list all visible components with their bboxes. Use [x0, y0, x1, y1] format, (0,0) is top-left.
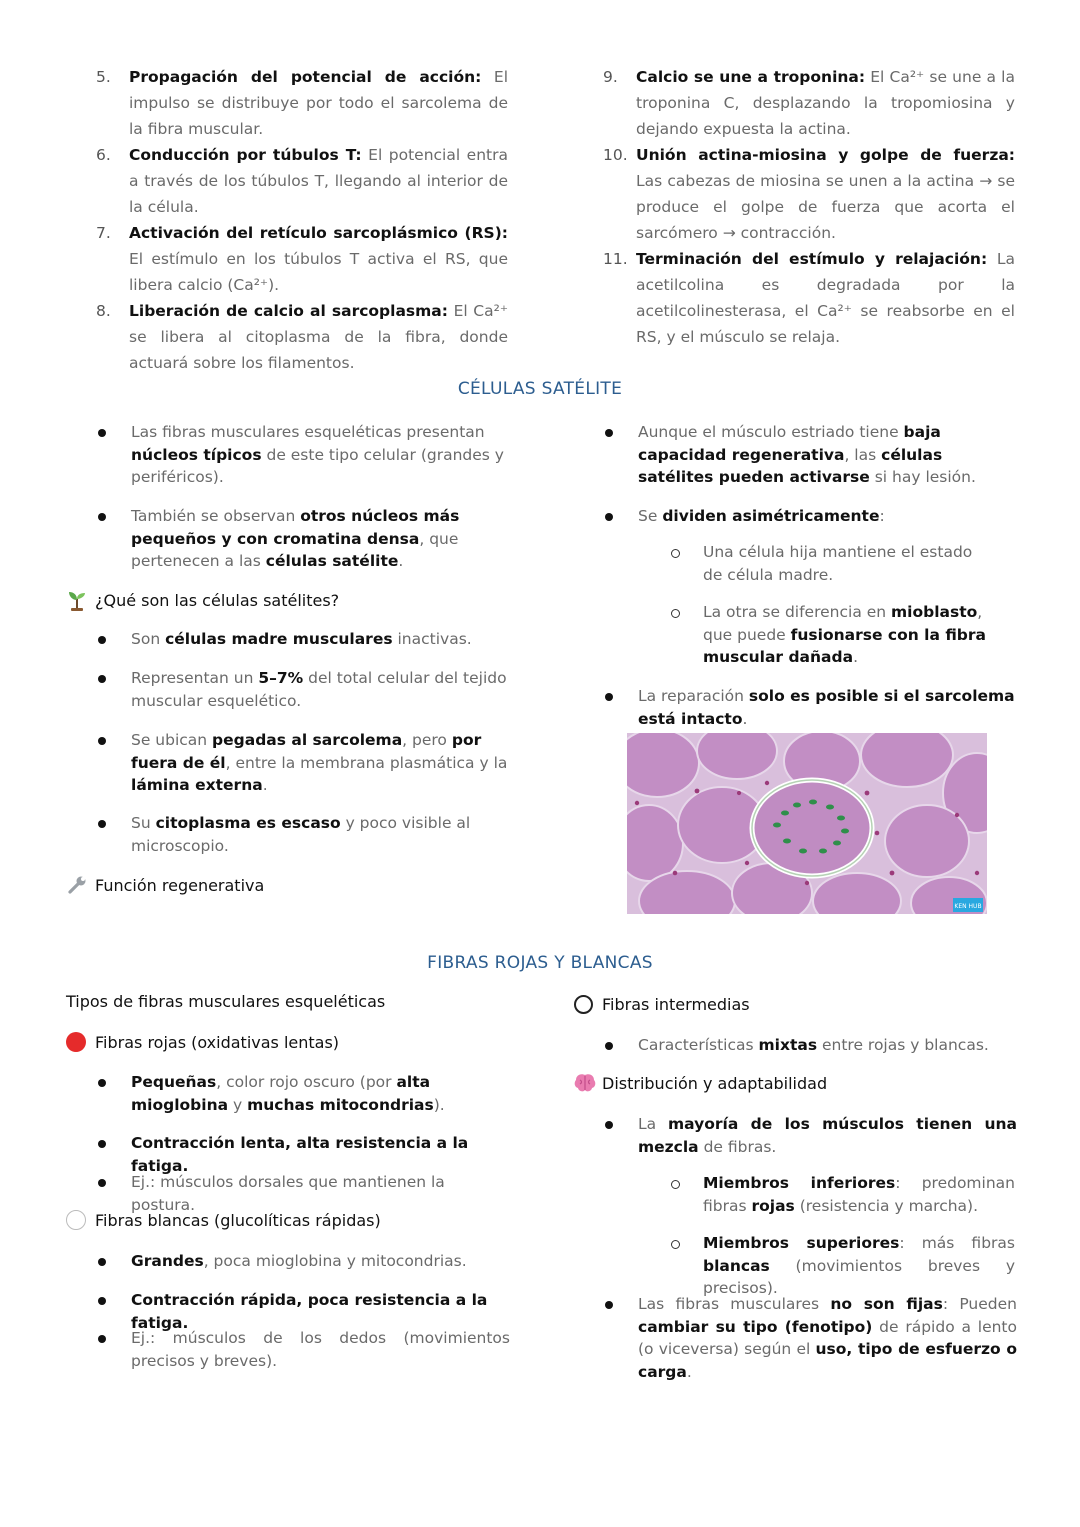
list-item	[98, 421, 510, 489]
text-part: (movimientos breves y precisos).	[703, 1256, 1015, 1297]
text-part: y poco visible al microscopio.	[131, 814, 471, 855]
wrench-icon	[66, 874, 88, 896]
bullet-dot	[605, 429, 613, 437]
bullet-dot	[98, 636, 106, 644]
text-strong: rojas	[751, 1196, 795, 1215]
text-strong: mioblasto	[891, 603, 978, 621]
step-text: El estímulo en los túbulos T activa el RS, que libera calcio (Ca²⁺).	[129, 250, 508, 294]
distribucion-heading	[574, 1073, 827, 1093]
ring-icon	[574, 995, 593, 1014]
text-part: Se	[638, 507, 663, 525]
list-item	[98, 1327, 510, 1372]
text-part: , las	[844, 445, 882, 464]
text-strong: 5–7%	[258, 669, 304, 687]
step-number: 11.	[603, 250, 628, 268]
text-part: La	[638, 1115, 669, 1133]
text-part: Se ubican	[131, 731, 213, 749]
bullet-dot	[98, 737, 106, 745]
text-strong: núcleos típicos	[131, 445, 262, 464]
text-part: .	[262, 776, 268, 794]
text-strong: alta mioglobina	[131, 1073, 431, 1114]
bullet-dot	[98, 1297, 106, 1305]
step-item	[96, 298, 508, 376]
sub-text: Una célula hija mantiene el estado de célula madre.	[703, 543, 973, 584]
sub-bullet-circle	[671, 549, 680, 558]
text-part: Son	[131, 630, 166, 648]
steps-left-list	[96, 64, 508, 376]
list-item	[605, 505, 1017, 528]
sub-bullet-circle	[671, 609, 680, 618]
text-part: : predominan fibras	[703, 1174, 1015, 1215]
text-part: , que pertenecen a las	[131, 529, 459, 570]
step-text: El impulso se distribuye por todo el sarcolema de la fibra muscular.	[129, 68, 508, 138]
text-strong: Grandes	[131, 1252, 204, 1270]
fibras-rojas-heading	[66, 1032, 339, 1052]
text-strong: solo es posible si el sarcolema está intacto	[638, 687, 1015, 728]
red-circle-icon	[66, 1032, 86, 1052]
step-text: La acetilcolina es degradada por la acetilcolinesterasa, el Ca²⁺ se reabsorbe en el RS, y el músculo se relaja.	[636, 250, 1015, 346]
step-number: 5.	[96, 68, 111, 86]
text-part: Representan un	[131, 669, 259, 687]
question-heading	[66, 589, 339, 611]
step-text: El Ca²⁺ se libera al citoplasma de la fibra, donde actuará sobre los filamentos.	[129, 302, 509, 372]
micrograph-image	[627, 733, 987, 914]
step-item	[603, 246, 1015, 350]
list-item	[98, 1071, 510, 1116]
bullet-dot	[98, 1140, 106, 1148]
text-part: Su	[131, 814, 156, 832]
bullet-dot	[98, 513, 106, 521]
sub-list-item	[671, 601, 1001, 669]
list-item	[98, 812, 510, 857]
bullet-dot	[98, 820, 106, 828]
text-strong: mixtas	[758, 1036, 818, 1054]
text-strong: muchas mitocondrias	[247, 1095, 434, 1114]
fibras-intermedias-heading	[574, 995, 750, 1014]
text-strong: lámina externa	[131, 776, 263, 794]
text-part: Características	[638, 1036, 759, 1054]
text-strong: pegadas al sarcolema	[212, 731, 403, 749]
text-strong: Contracción lenta, alta resistencia a la fatiga.	[131, 1134, 469, 1175]
text-part: del total celular del tejido muscular esquelético.	[131, 669, 507, 710]
text-part: ).	[433, 1095, 445, 1114]
text-part: .	[853, 648, 858, 666]
bullet-dot	[605, 1042, 613, 1050]
text-strong: no son fijas	[830, 1295, 943, 1313]
text-part: , pero	[402, 731, 452, 749]
text-part: La reparación	[638, 687, 749, 705]
step-title: Conducción por túbulos T:	[129, 146, 362, 164]
text-strong: baja capacidad regenerativa	[638, 423, 941, 464]
step-number: 10.	[603, 146, 628, 164]
text-strong: células madre musculares	[165, 630, 393, 648]
text-part: Aunque el músculo estriado tiene	[638, 423, 904, 441]
text-part: de rápido a lento (o viceversa) según el	[638, 1317, 1017, 1358]
white-circle-icon	[66, 1210, 86, 1230]
text-part: .	[686, 1362, 692, 1381]
micrograph-drawing	[627, 733, 987, 914]
text-strong: citoplasma es escaso	[155, 814, 341, 832]
list-item	[98, 667, 510, 712]
text-part: , entre la membrana plasmática y la	[225, 753, 508, 772]
list-item	[605, 1034, 1017, 1057]
bullet-dot	[605, 513, 613, 521]
text-strong: cambiar su tipo (fenotipo)	[638, 1317, 873, 1336]
bullet-dot	[98, 1335, 106, 1343]
text-strong: Miembros superiores	[703, 1234, 900, 1252]
text-strong: fusionarse con la fibra muscular dañada	[703, 625, 987, 666]
step-title: Propagación del potencial de acción:	[129, 68, 482, 86]
bullet-dot	[98, 1079, 106, 1087]
bullet-dot	[98, 1179, 106, 1187]
text-part: entre rojas y blancas.	[817, 1036, 989, 1054]
sub-list-item	[671, 541, 991, 586]
step-text: Las cabezas de miosina se unen a la actina → se produce el golpe de fuerza que acorta el sarcómero → contracción.	[636, 172, 1015, 242]
fibras-blancas-text: Fibras blancas (glucolíticas rápidas)	[95, 1210, 381, 1230]
bullet-dot	[605, 693, 613, 701]
step-number: 9.	[603, 68, 618, 86]
step-number: 7.	[96, 224, 111, 242]
text-strong: uso, tipo de esfuerzo o carga	[638, 1340, 1017, 1381]
fibras-blancas-heading	[66, 1210, 381, 1230]
funcion-regenerativa-text: Función regenerativa	[95, 875, 265, 895]
text-part: Ej.: músculos de los dedos (movimientos precisos y breves).	[131, 1329, 510, 1370]
step-item	[96, 220, 508, 298]
text-part: : Pueden	[942, 1295, 1017, 1313]
sub-list-item	[671, 1172, 1015, 1217]
text-part: : más fibras	[899, 1234, 1015, 1252]
text-strong: blancas	[703, 1256, 770, 1275]
section-heading-fibras: FIBRAS ROJAS Y BLANCAS	[427, 953, 653, 973]
step-item	[96, 142, 508, 220]
distribucion-text: Distribución y adaptabilidad	[602, 1073, 828, 1093]
text-strong: por fuera de él	[131, 731, 482, 772]
brain-icon	[574, 1073, 596, 1093]
text-part: , que puede	[703, 603, 983, 644]
text-strong: Miembros inferiores	[703, 1174, 896, 1192]
step-number: 6.	[96, 146, 111, 164]
step-item	[96, 64, 508, 142]
text-part: y	[228, 1095, 248, 1114]
tipos-text: Tipos de fibras musculares esqueléticas	[66, 992, 386, 1011]
funcion-regenerativa-heading	[66, 874, 264, 896]
bullet-dot	[98, 429, 106, 437]
text-part: También se observan	[131, 507, 301, 525]
text-strong: dividen asimétricamente	[662, 507, 880, 525]
step-item	[603, 142, 1015, 246]
step-title: Calcio se une a troponina:	[636, 68, 866, 86]
step-number: 8.	[96, 302, 111, 320]
text-part: si hay lesión.	[869, 468, 976, 486]
sub-bullet-circle	[671, 1240, 680, 1249]
fibras-intermedias-text: Fibras intermedias	[602, 995, 750, 1014]
list-item	[98, 505, 510, 573]
text-part: :	[879, 507, 885, 525]
step-text: El potencial entra a través de los túbulos T, llegando al interior de la célula.	[129, 146, 508, 216]
list-item	[605, 1293, 1017, 1383]
text-strong: mayoría de los músculos tienen una mezcla	[638, 1115, 1018, 1156]
list-item	[98, 1250, 510, 1273]
question-text: ¿Qué son las células satélites?	[95, 590, 340, 610]
text-strong: Pequeñas	[131, 1073, 217, 1091]
text-strong: otros núcleos más pequeños y con cromatina densa	[131, 507, 460, 548]
text-part: inactivas.	[392, 630, 472, 648]
list-item	[605, 421, 1017, 489]
step-title: Liberación de calcio al sarcoplasma:	[129, 302, 448, 320]
list-item	[98, 628, 510, 651]
text-strong: células satélites pueden activarse	[638, 445, 943, 486]
text-part: de este tipo celular (grandes y periféricos).	[131, 445, 504, 486]
sprout-icon	[66, 589, 88, 611]
text-part: , color rojo oscuro (por	[216, 1073, 397, 1091]
text-part: .	[742, 709, 748, 728]
step-title: Unión actina-miosina y golpe de fuerza:	[636, 146, 1015, 164]
list-item	[605, 685, 1017, 730]
bullet-dot	[98, 1258, 106, 1266]
text-part: La otra se diferencia en	[703, 603, 892, 621]
bullet-dot	[605, 1301, 613, 1309]
step-title: Activación del retículo sarcoplásmico (RS):	[129, 224, 508, 242]
step-item	[603, 64, 1015, 142]
text-part: .	[398, 552, 404, 570]
list-item	[98, 729, 510, 797]
list-item	[605, 1113, 1017, 1158]
step-text: El Ca²⁺ se une a la troponina C, desplazando la tropomiosina y dejando expuesta la actina.	[636, 68, 1015, 138]
bullet-dot	[98, 675, 106, 683]
text-part: Las fibras musculares esqueléticas presentan	[131, 423, 485, 441]
tipos-heading	[66, 992, 385, 1011]
fibras-rojas-text: Fibras rojas (oxidativas lentas)	[95, 1032, 340, 1052]
text-part: de fibras.	[698, 1137, 777, 1156]
text-part: Las fibras musculares	[638, 1295, 831, 1313]
text-part: Ej.: músculos dorsales que mantienen la postura.	[131, 1173, 445, 1214]
bullet-dot	[605, 1121, 613, 1129]
step-title: Terminación del estímulo y relajación:	[636, 250, 988, 268]
text-part: , poca mioglobina y mitocondrias.	[203, 1252, 467, 1270]
text-strong: Contracción rápida, poca resistencia a la fatiga.	[131, 1291, 488, 1332]
text-strong: células satélite	[265, 552, 399, 570]
steps-right-list	[603, 64, 1015, 350]
sub-list-item	[671, 1232, 1015, 1300]
section-heading-celulas-satelite: CÉLULAS SATÉLITE	[457, 379, 623, 399]
sub-bullet-circle	[671, 1180, 680, 1189]
text-part: (resistencia y marcha).	[794, 1196, 979, 1215]
image-badge: KEN HUB	[954, 903, 982, 910]
